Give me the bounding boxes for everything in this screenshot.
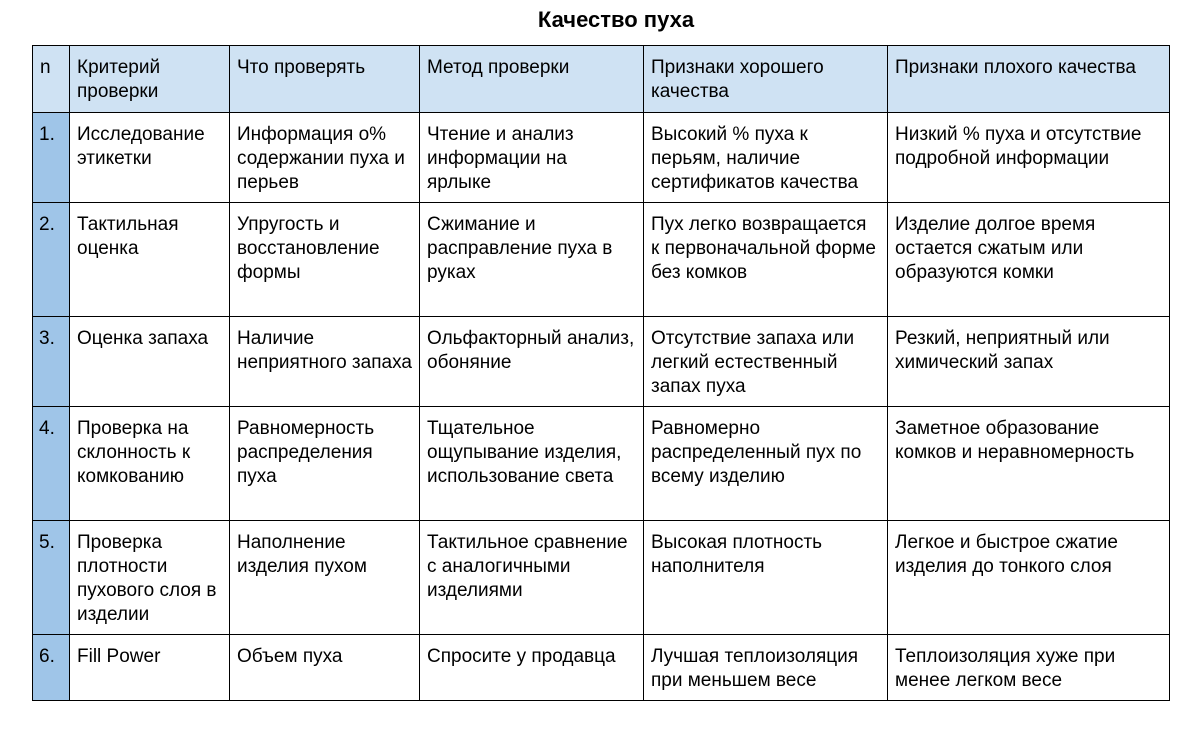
good-cell: Отсутствие запаха или легкий естественный запах пуха <box>644 317 888 407</box>
method-cell: Тактильное сравнение с аналогичными изделиями <box>420 521 644 635</box>
criterion-cell: Проверка плотности пухового слоя в изделии <box>70 521 230 635</box>
what-cell: Информация о% содержании пуха и перьев <box>230 113 420 203</box>
good-cell: Равномерно распределенный пух по всему изделию <box>644 407 888 521</box>
criterion-cell: Проверка на склонность к комкованию <box>70 407 230 521</box>
row-number: 1. <box>33 113 70 203</box>
what-cell: Упругость и восстановление формы <box>230 203 420 317</box>
what-cell: Наличие неприятного запаха <box>230 317 420 407</box>
table-row <box>33 113 1170 203</box>
table-row <box>33 521 1170 635</box>
criterion-cell: Исследование этикетки <box>70 113 230 203</box>
what-cell: Наполнение изделия пухом <box>230 521 420 635</box>
row-number: 5. <box>33 521 70 635</box>
criterion-cell: Оценка запаха <box>70 317 230 407</box>
bad-cell: Резкий, неприятный или химический запах <box>888 317 1170 407</box>
good-cell: Лучшая теплоизоляция при меньшем весе <box>644 635 888 701</box>
method-cell: Спросите у продавца <box>420 635 644 701</box>
table-row <box>33 635 1170 701</box>
table-row <box>33 407 1170 521</box>
row-number: 4. <box>33 407 70 521</box>
what-cell: Равномерность распределения пуха <box>230 407 420 521</box>
header-good-signs: Признаки хорошего качества <box>644 46 888 113</box>
good-cell: Пух легко возвращается к первоначальной форме без комков <box>644 203 888 317</box>
row-number: 6. <box>33 635 70 701</box>
bad-cell: Изделие долгое время остается сжатым или образуются комки <box>888 203 1170 317</box>
header-number: n <box>33 46 70 113</box>
header-bad-signs: Признаки плохого качества <box>888 46 1170 113</box>
method-cell: Чтение и анализ информации на ярлыке <box>420 113 644 203</box>
method-cell: Сжимание и расправление пуха в руках <box>420 203 644 317</box>
row-number: 3. <box>33 317 70 407</box>
bad-cell: Теплоизоляция хуже при менее легком весе <box>888 635 1170 701</box>
method-cell: Ольфакторный анализ, обоняние <box>420 317 644 407</box>
bad-cell: Легкое и быстрое сжатие изделия до тонкого слоя <box>888 521 1170 635</box>
table-header-row <box>33 46 1170 113</box>
method-cell: Тщательное ощупывание изделия, использование света <box>420 407 644 521</box>
criterion-cell: Fill Power <box>70 635 230 701</box>
row-number: 2. <box>33 203 70 317</box>
table-row <box>33 317 1170 407</box>
criterion-cell: Тактильная оценка <box>70 203 230 317</box>
table-row <box>33 203 1170 317</box>
bad-cell: Заметное образование комков и неравномерность <box>888 407 1170 521</box>
good-cell: Высокий % пуха к перьям, наличие сертификатов качества <box>644 113 888 203</box>
quality-table <box>32 45 1170 701</box>
header-method: Метод проверки <box>420 46 644 113</box>
bad-cell: Низкий % пуха и отсутствие подробной информации <box>888 113 1170 203</box>
good-cell: Высокая плотность наполнителя <box>644 521 888 635</box>
page-title: Качество пуха <box>537 7 695 32</box>
header-criterion: Критерий проверки <box>70 46 230 113</box>
what-cell: Объем пуха <box>230 635 420 701</box>
header-what-to-check: Что проверять <box>230 46 420 113</box>
